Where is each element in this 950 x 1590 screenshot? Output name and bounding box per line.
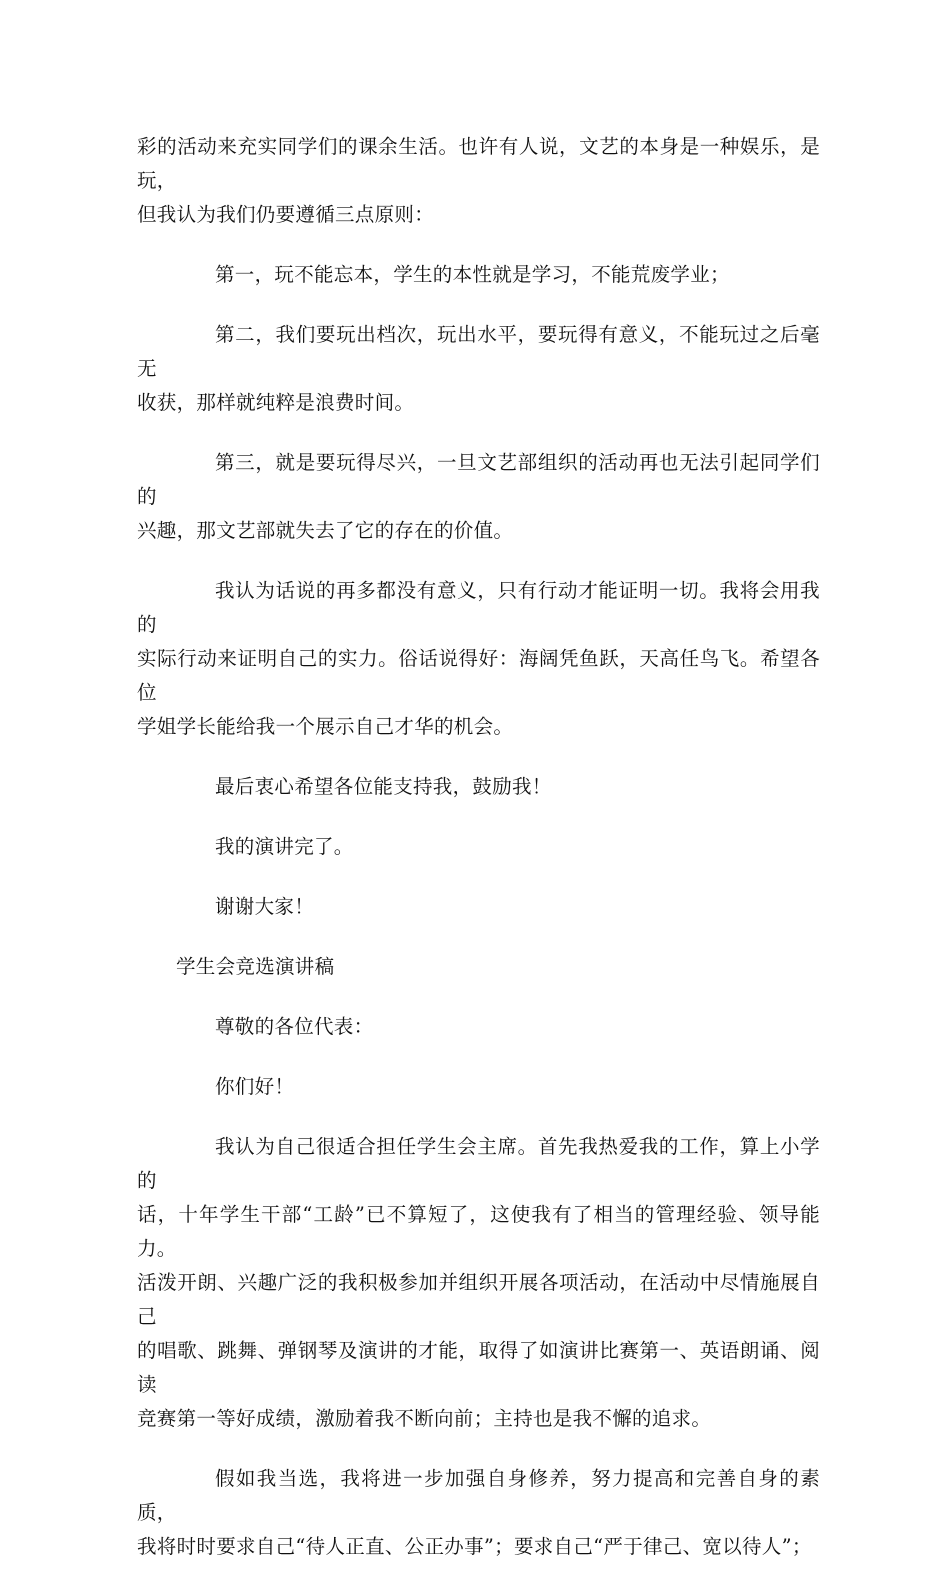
text-line: 竞赛第一等好成绩，激励着我不断向前；主持也是我不懈的追求。: [137, 1407, 712, 1430]
paragraph-thanks: [137, 890, 820, 924]
text-line: 话，十年学生干部“工龄”已不算短了，这使我有了相当的管理经验、领导能力。: [137, 1203, 820, 1260]
text-line: 第一，玩不能忘本，学生的本性就是学习，不能荒废学业；: [215, 263, 730, 286]
paragraph-salutation: [137, 1010, 820, 1044]
text-line: 我的演讲完了。: [215, 835, 354, 858]
paragraph-closing-hope: [137, 770, 820, 804]
paragraph-principle-one: [137, 258, 820, 292]
text-line: 我将时时要求自己“待人正直、公正办事”；要求自己“严于律己、宽以待人”；: [137, 1535, 812, 1558]
text-line: 第二，我们要玩出档次，玩出水平，要玩得有意义，不能玩过之后毫无: [137, 323, 820, 380]
text-line: 收获，那样就纯粹是浪费时间。: [137, 391, 415, 414]
paragraph-principle-two: [137, 318, 820, 420]
text-line: 学姐学长能给我一个展示自己才华的机会。: [137, 715, 514, 738]
text-line: 彩的活动来充实同学们的课余生活。也许有人说，文艺的本身是一种娱乐，是玩，: [137, 135, 820, 192]
text-line: 假如我当选，我将进一步加强自身修养，努力提高和完善自身的素质，: [137, 1467, 820, 1524]
text-line: 活泼开朗、兴趣广泛的我积极参加并组织开展各项活动，在活动中尽情施展自己: [137, 1271, 820, 1328]
text-line: 你们好！: [215, 1075, 295, 1098]
paragraph-speech-end: [137, 830, 820, 864]
text-line: 第三，就是要玩得尽兴，一旦文艺部组织的活动再也无法引起同学们的: [137, 451, 820, 508]
section-title: [137, 950, 820, 984]
text-line: 我认为话说的再多都没有意义，只有行动才能证明一切。我将会用我的: [137, 579, 820, 636]
text-line: 我认为自己很适合担任学生会主席。首先我热爱我的工作，算上小学的: [137, 1135, 820, 1192]
paragraph-greeting: [137, 1070, 820, 1104]
text-line: 最后衷心希望各位能支持我，鼓励我！: [215, 775, 552, 798]
document-body: [137, 130, 820, 1590]
text-line: 谢谢大家！: [215, 895, 315, 918]
paragraph-qualifications: [137, 1130, 820, 1436]
text-line: 但我认为我们仍要遵循三点原则：: [137, 203, 435, 226]
paragraph-if-elected: [137, 1462, 820, 1564]
text-line: 的唱歌、跳舞、弹钢琴及演讲的才能，取得了如演讲比赛第一、英语朗诵、阅读: [137, 1339, 820, 1396]
paragraph-principle-three: [137, 446, 820, 548]
text-line: 兴趣，那文艺部就失去了它的存在的价值。: [137, 519, 514, 542]
paragraph-action: [137, 574, 820, 744]
text-line: 尊敬的各位代表：: [215, 1015, 374, 1038]
paragraph-activities-intro: [137, 130, 820, 232]
text-line: 学生会竞选演讲稿: [176, 955, 335, 978]
text-line: 实际行动来证明自己的实力。俗话说得好：海阔凭鱼跃，天高任鸟飞。希望各位: [137, 647, 820, 704]
